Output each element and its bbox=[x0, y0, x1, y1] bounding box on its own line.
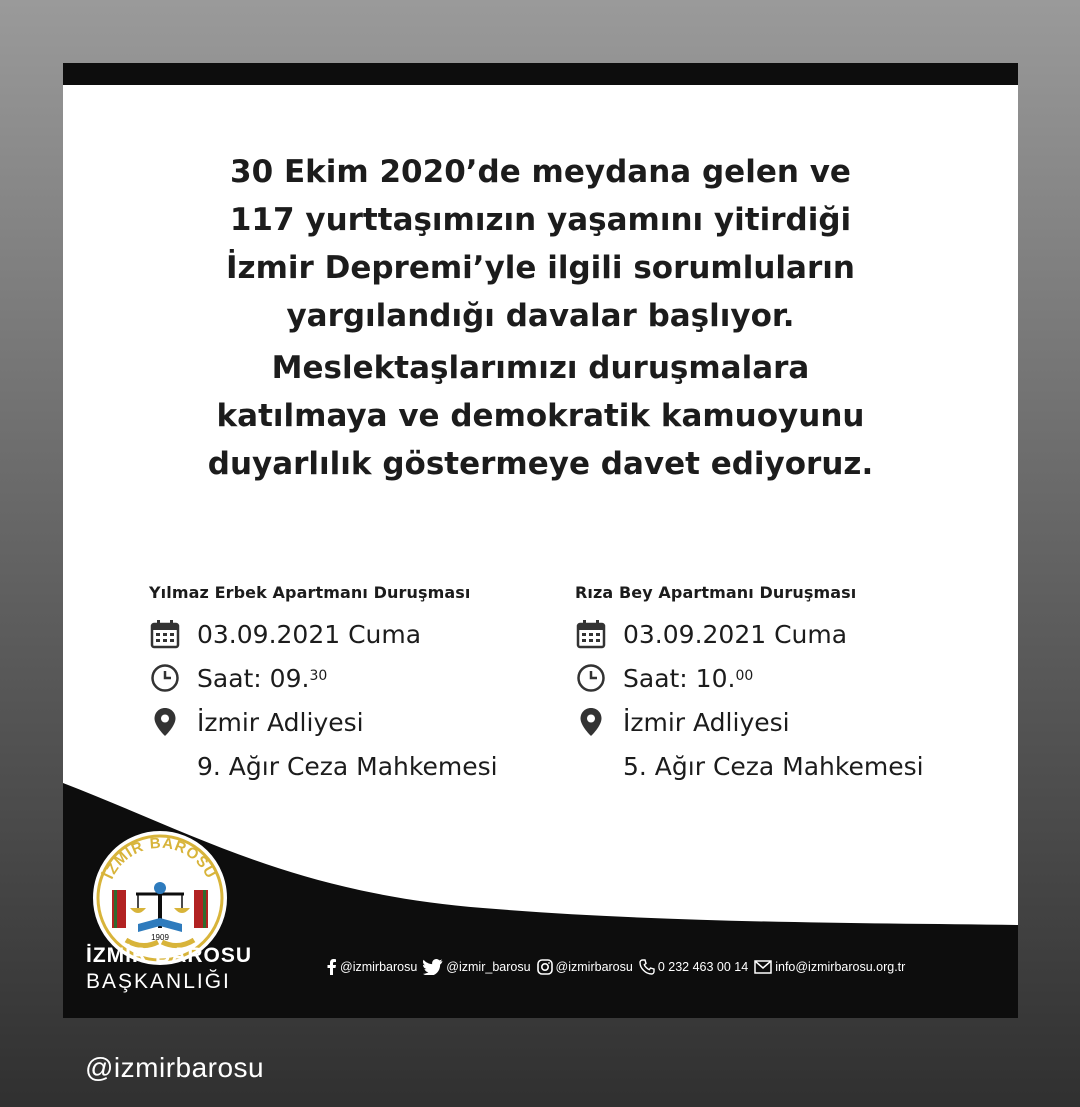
headline-line: yargılandığı davalar başlıyor. bbox=[286, 298, 795, 334]
hearing-place-row bbox=[575, 700, 924, 744]
headline-line: duyarlılık göstermeye davet ediyoruz. bbox=[207, 446, 874, 482]
card-top-bar bbox=[63, 63, 1018, 85]
headline-paragraph-1 bbox=[63, 148, 1018, 340]
calendar-icon bbox=[575, 618, 607, 650]
contact-twitter[interactable] bbox=[423, 959, 530, 975]
hearing-time-row bbox=[575, 656, 924, 700]
hearing-court-row bbox=[575, 744, 924, 788]
headline-line: Meslektaşlarımızı duruşmalara bbox=[271, 350, 810, 386]
clock-icon bbox=[149, 662, 181, 694]
headline-line: 117 yurttaşımızın yaşamını yitirdiği bbox=[229, 202, 852, 238]
logo-ring-text: İZMİR BAROSU bbox=[100, 834, 220, 882]
contact-facebook[interactable] bbox=[325, 959, 417, 975]
org-name-line-2: BAŞKANLIĞI bbox=[86, 970, 231, 993]
facebook-icon bbox=[325, 959, 337, 975]
hearing-time bbox=[623, 664, 753, 693]
contact-instagram[interactable] bbox=[537, 959, 633, 975]
contact-email[interactable] bbox=[754, 960, 905, 974]
clock-icon bbox=[575, 662, 607, 694]
headline-line: İzmir Depremi’yle ilgili sorumluların bbox=[226, 250, 855, 286]
hearing-time-label: Saat: 09. bbox=[197, 663, 310, 693]
hearing-court: 9. Ağır Ceza Mahkemesi bbox=[197, 751, 498, 781]
calendar-icon bbox=[149, 618, 181, 650]
hearing-date-row bbox=[575, 612, 924, 656]
logo-years: 1909 bbox=[151, 933, 169, 942]
instagram-icon bbox=[537, 959, 553, 975]
hearing-time-minutes: 00 bbox=[735, 667, 754, 684]
hearing-court: 5. Ağır Ceza Mahkemesi bbox=[623, 751, 924, 781]
hearing-yilmaz-erbek bbox=[149, 583, 498, 788]
hearing-title: Yılmaz Erbek Apartmanı Duruşması bbox=[149, 583, 471, 602]
headline-line: 30 Ekim 2020’de meydana gelen ve bbox=[230, 154, 851, 190]
org-name bbox=[86, 943, 252, 995]
org-name-line-1: İZMİR BAROSU bbox=[86, 944, 252, 967]
email-address: info@izmirbarosu.org.tr bbox=[775, 960, 906, 974]
facebook-handle: @izmirbarosu bbox=[340, 960, 418, 974]
location-pin-icon bbox=[149, 706, 181, 738]
hearing-date: 03.09.2021 Cuma bbox=[197, 619, 422, 649]
hearing-place-row bbox=[149, 700, 498, 744]
twitter-icon bbox=[423, 959, 443, 975]
hearing-time-minutes: 30 bbox=[309, 667, 328, 684]
headline-line: katılmaya ve demokratik kamuoyunu bbox=[216, 398, 865, 434]
hearing-title: Rıza Bey Apartmanı Duruşması bbox=[575, 583, 857, 602]
headline-paragraph-2 bbox=[63, 344, 1018, 488]
hearing-place: İzmir Adliyesi bbox=[197, 707, 364, 737]
email-icon bbox=[754, 960, 772, 974]
headline bbox=[63, 148, 1018, 488]
phone-icon bbox=[639, 959, 655, 975]
instagram-handle: @izmirbarosu bbox=[555, 960, 633, 974]
phone-number: 0 232 463 00 14 bbox=[657, 960, 749, 974]
story-account-handle[interactable]: @izmirbarosu bbox=[85, 1052, 265, 1083]
contact-bar bbox=[325, 959, 911, 975]
announcement-card bbox=[63, 63, 1018, 1018]
location-pin-icon bbox=[575, 706, 607, 738]
hearing-time-label: Saat: 10. bbox=[623, 663, 736, 693]
hearing-time bbox=[197, 664, 327, 693]
hearing-date: 03.09.2021 Cuma bbox=[623, 619, 848, 649]
hearing-place: İzmir Adliyesi bbox=[623, 707, 790, 737]
hearing-date-row bbox=[149, 612, 498, 656]
hearing-riza-bey bbox=[575, 583, 924, 788]
hearing-court-row bbox=[149, 744, 498, 788]
hearing-time-row bbox=[149, 656, 498, 700]
twitter-handle: @izmir_barosu bbox=[446, 960, 531, 974]
contact-phone[interactable] bbox=[639, 959, 748, 975]
